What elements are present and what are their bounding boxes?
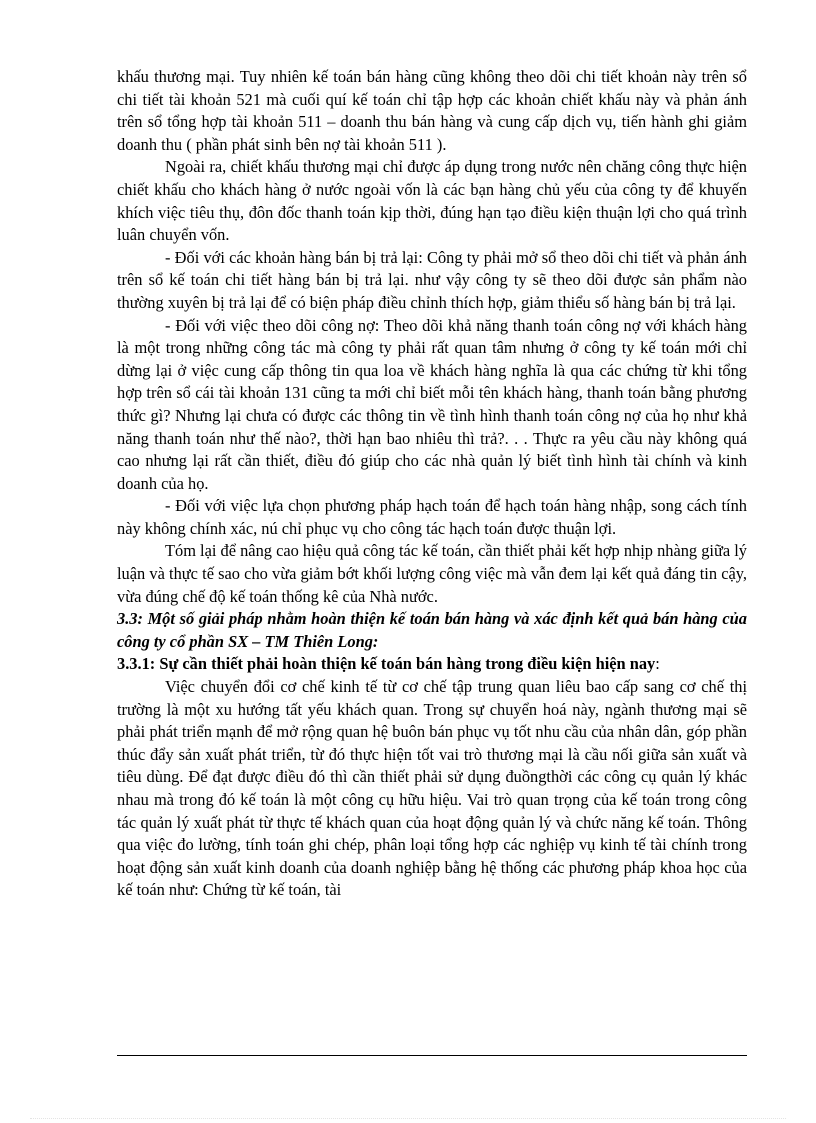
footer-rule bbox=[117, 1055, 747, 1056]
paragraph-summary: Tóm lại để nâng cao hiệu quả công tác kế toán, cần thiết phải kết hợp nhịp nhàng giữa lý luận và thực tế sao cho vừa giảm bớt khối lượng công việc mà vẫn đem lại kết quả đáng tin cậy, vừa đúng chế độ kế toán thống kê của Nhà nước. bbox=[117, 541, 747, 606]
paragraph-accounting-method: - Đối với việc lựa chọn phương pháp hạch toán để hạch toán hàng nhập, song cách tính này không chính xác, nú chỉ phục vụ cho công tác hạch toán được thuận lợi. bbox=[117, 496, 747, 538]
section-heading-3-3: 3.3: Một số giải pháp nhằm hoàn thiện kế toán bán hàng và xác định kết quả bán hàng của công ty cổ phần SX – TM Thiên Long: bbox=[117, 609, 747, 651]
paragraph-1: khấu thương mại. Tuy nhiên kế toán bán hàng cũng không theo dõi chi tiết khoản này trên sổ chi tiết tài khoản 521 mà cuối quí kế toán chỉ tập hợp các khoản chiết khấu này và phản ánh trên sổ tổng hợp tài khoản 511 – doanh thu bán hàng và cung cấp dịch vụ, tiến hành ghi giảm doanh thu ( phần phát sinh bên nợ tài khoản 511 ). bbox=[117, 67, 747, 154]
paragraph-2: Ngoài ra, chiết khấu thương mại chỉ được áp dụng trong nước nên chăng công thực hiện chiết khấu cho khách hàng ở nước ngoài vốn là các bạn hàng chủ yếu của công ty để khuyến khích việc tiêu thụ, đôn đốc thanh toán kịp thời, đúng hạn tạo điều kiện thuận lợi cho quá trình luân chuyển vốn. bbox=[117, 157, 747, 245]
paragraph-final: Việc chuyển đổi cơ chế kinh tế từ cơ chế tập trung quan liêu bao cấp sang cơ chế thị trường là một xu hướng tất yếu khách quan. Trong sự chuyển hoá này, ngành thương mại sẽ phải phát triển mạnh để mở rộng quan hệ buôn bán phục vụ tốt nhu cầu của nhân dân, góp phần thúc đẩy sản xuất phát triển, từ đó thực hiện tốt vai trò thương mại là cầu nối giữa sản xuất và tiêu dùng. Để đạt được điều đó thì cần thiết phải sử dụng đuồngthời các công cụ quản lý khác nhau mà trong đó kế toán là một công cụ hữu hiệu. Vai trò quan trọng của kế toán trong công tác quản lý xuất phát từ thực tế khách quan của hoạt động quản lý và chức năng kế toán. Thông qua việc đo lường, tính toán ghi chép, phân loại tổng hợp các nghiệp vụ kinh tế tài chính trong hoạt động sản xuất kinh doanh của doanh nghiệp bằng hệ thống các phương pháp khoa học của kế toán như: Chứng từ kế toán, tài bbox=[117, 677, 747, 900]
paragraph-debt-tracking: - Đối với việc theo dõi công nợ: Theo dõi khả năng thanh toán công nợ với khách hàng là một trong những công tác mà công ty phải rất quan tâm nhưng ở công ty kế toán mới chỉ dừng lại ở việc cung cấp thông tin qua loa về khách hàng nghĩa là qua các chứng từ khi tổng hợp trên sổ cái tài khoản 131 cũng ta mới chỉ biết mỗi tên khách hàng, thanh toán bằng phương thức gì? Nhưng lại chưa có được các thông tin về tình hình thanh toán công nợ của họ như khả năng thanh toán như thế nào?, thời hạn bao nhiêu thì trả?. . . Thực ra yêu cầu này không quá cao nhưng lại rất cần thiết, điều đó giúp cho các nhà quản lý biết tình hình tài chính và kinh doanh của họ. bbox=[117, 315, 747, 493]
section-heading-3-3-1-colon: : bbox=[655, 654, 660, 674]
section-heading-3-3-1 bbox=[117, 653, 747, 676]
section-heading-3-3-1-text: 3.3.1: Sự cần thiết phải hoàn thiện kế toán bán hàng trong điều kiện hiện nay bbox=[117, 654, 656, 674]
page-bottom-edge bbox=[30, 1118, 786, 1119]
document-page bbox=[117, 66, 747, 902]
paragraph-returned-goods: - Đối với các khoản hàng bán bị trả lại: Công ty phải mở sổ theo dõi chi tiết và phản ánh trên sổ kế toán chi tiết hàng bán bị trả lại. như vậy công ty sẽ theo dõi được sản phẩm nào thường xuyên bị trả lại để có biện pháp điều chỉnh thích hợp, giảm thiểu số hàng bán bị trả lại. bbox=[117, 247, 747, 312]
